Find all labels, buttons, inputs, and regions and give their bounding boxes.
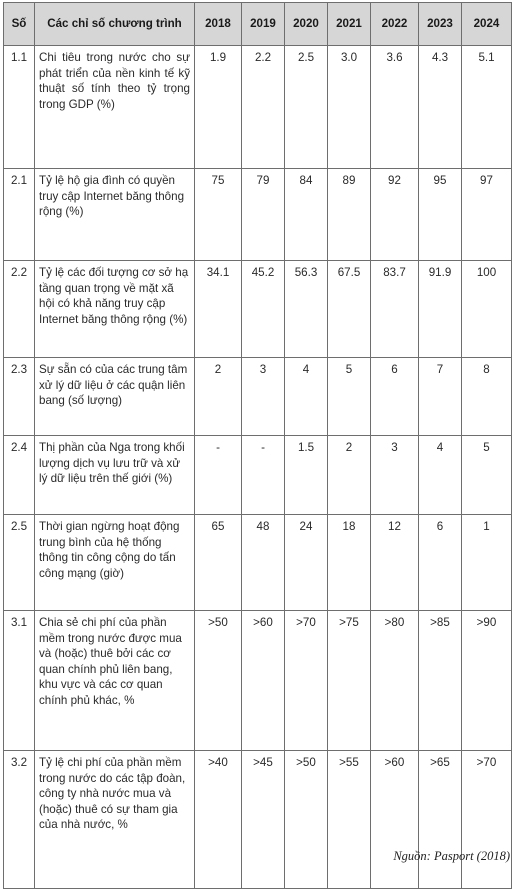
row-value: 5 <box>328 358 371 436</box>
row-value: 1.5 <box>285 436 328 515</box>
row-value: >75 <box>328 611 371 751</box>
row-value: >80 <box>371 611 419 751</box>
row-value: 75 <box>195 169 242 261</box>
table-row <box>4 46 512 169</box>
row-value: 92 <box>371 169 419 261</box>
row-value: 24 <box>285 515 328 611</box>
row-value: 34.1 <box>195 261 242 358</box>
row-value: 45.2 <box>242 261 285 358</box>
table-row <box>4 358 512 436</box>
row-value: >70 <box>285 611 328 751</box>
row-number: 1.1 <box>4 46 35 169</box>
row-indicator: Tỷ lệ hộ gia đình có quyền truy cập Internet băng thông rộng (%) <box>35 169 195 261</box>
header-indicator: Các chỉ số chương trình <box>35 3 195 46</box>
row-value: 1.9 <box>195 46 242 169</box>
row-value: 89 <box>328 169 371 261</box>
row-value: 6 <box>371 358 419 436</box>
row-value: 83.7 <box>371 261 419 358</box>
row-value: 79 <box>242 169 285 261</box>
row-value: 5.1 <box>462 46 512 169</box>
row-value: - <box>242 436 285 515</box>
row-indicator: Tỷ lệ chi phí của phần mềm trong nước do các tập đoàn, công ty nhà nước mua và (hoặc) thuê có sự tham gia của nhà nước, % <box>35 751 195 889</box>
row-value: >90 <box>462 611 512 751</box>
row-value: 1 <box>462 515 512 611</box>
header-no: Số <box>4 3 35 46</box>
row-value: 56.3 <box>285 261 328 358</box>
row-value: >50 <box>195 611 242 751</box>
row-value: >85 <box>419 611 462 751</box>
row-number: 2.1 <box>4 169 35 261</box>
row-indicator: Thị phần của Nga trong khối lượng dịch vụ lưu trữ và xử lý dữ liệu trên thế giới (%) <box>35 436 195 515</box>
row-number: 2.3 <box>4 358 35 436</box>
table-row <box>4 436 512 515</box>
row-value: - <box>195 436 242 515</box>
row-indicator: Chi tiêu trong nước cho sự phát triển của nền kinh tế kỹ thuật số tính theo tỷ trọng trong GDP (%) <box>35 46 195 169</box>
row-value: 3 <box>371 436 419 515</box>
table-row <box>4 751 512 889</box>
row-value: 7 <box>419 358 462 436</box>
row-indicator: Chia sẻ chi phí của phần mềm trong nước được mua và (hoặc) thuê bởi các cơ quan chính phủ liên bang, khu vực và các cơ quan chính phủ khác, % <box>35 611 195 751</box>
row-value: 91.9 <box>419 261 462 358</box>
header-year-2023: 2023 <box>419 3 462 46</box>
row-value: 2.5 <box>285 46 328 169</box>
indicator-table <box>3 2 512 889</box>
row-value: 2 <box>195 358 242 436</box>
row-value: >70 <box>462 751 512 889</box>
row-number: 2.2 <box>4 261 35 358</box>
header-year-2020: 2020 <box>285 3 328 46</box>
row-value: >40 <box>195 751 242 889</box>
header-year-2019: 2019 <box>242 3 285 46</box>
table-row <box>4 169 512 261</box>
header-row <box>4 3 512 46</box>
row-value: 5 <box>462 436 512 515</box>
row-indicator: Sự sẵn có của các trung tâm xử lý dữ liệu ở các quận liên bang (số lượng) <box>35 358 195 436</box>
row-value: 65 <box>195 515 242 611</box>
row-value: 67.5 <box>328 261 371 358</box>
header-year-2021: 2021 <box>328 3 371 46</box>
header-year-2022: 2022 <box>371 3 419 46</box>
row-value: 8 <box>462 358 512 436</box>
indicator-table-container <box>3 2 511 889</box>
row-value: 84 <box>285 169 328 261</box>
row-value: 12 <box>371 515 419 611</box>
row-number: 3.1 <box>4 611 35 751</box>
row-value: 95 <box>419 169 462 261</box>
row-value: 2 <box>328 436 371 515</box>
row-value: 100 <box>462 261 512 358</box>
row-value: >60 <box>242 611 285 751</box>
row-indicator: Thời gian ngừng hoạt động trung bình của hệ thống thông tin công cộng do tấn công mạng (giờ) <box>35 515 195 611</box>
header-year-2024: 2024 <box>462 3 512 46</box>
row-number: 2.4 <box>4 436 35 515</box>
table-row <box>4 261 512 358</box>
row-value: 3.6 <box>371 46 419 169</box>
row-value: 6 <box>419 515 462 611</box>
row-indicator: Tỷ lệ các đối tượng cơ sở hạ tầng quan trọng về mặt xã hội có khả năng truy cập Internet băng thông rộng (%) <box>35 261 195 358</box>
source-note: Nguồn: Pasport (2018) <box>393 849 510 863</box>
row-value: 3.0 <box>328 46 371 169</box>
header-year-2018: 2018 <box>195 3 242 46</box>
row-value: >65 <box>419 751 462 889</box>
table-row <box>4 515 512 611</box>
row-value: 4 <box>285 358 328 436</box>
row-number: 3.2 <box>4 751 35 889</box>
row-value: 48 <box>242 515 285 611</box>
row-value: 4.3 <box>419 46 462 169</box>
row-value: 97 <box>462 169 512 261</box>
table-row <box>4 611 512 751</box>
row-value: >45 <box>242 751 285 889</box>
row-value: 3 <box>242 358 285 436</box>
row-value: 2.2 <box>242 46 285 169</box>
row-value: 4 <box>419 436 462 515</box>
row-value: >55 <box>328 751 371 889</box>
row-number: 2.5 <box>4 515 35 611</box>
row-value: >50 <box>285 751 328 889</box>
row-value: >60 <box>371 751 419 889</box>
row-value: 18 <box>328 515 371 611</box>
